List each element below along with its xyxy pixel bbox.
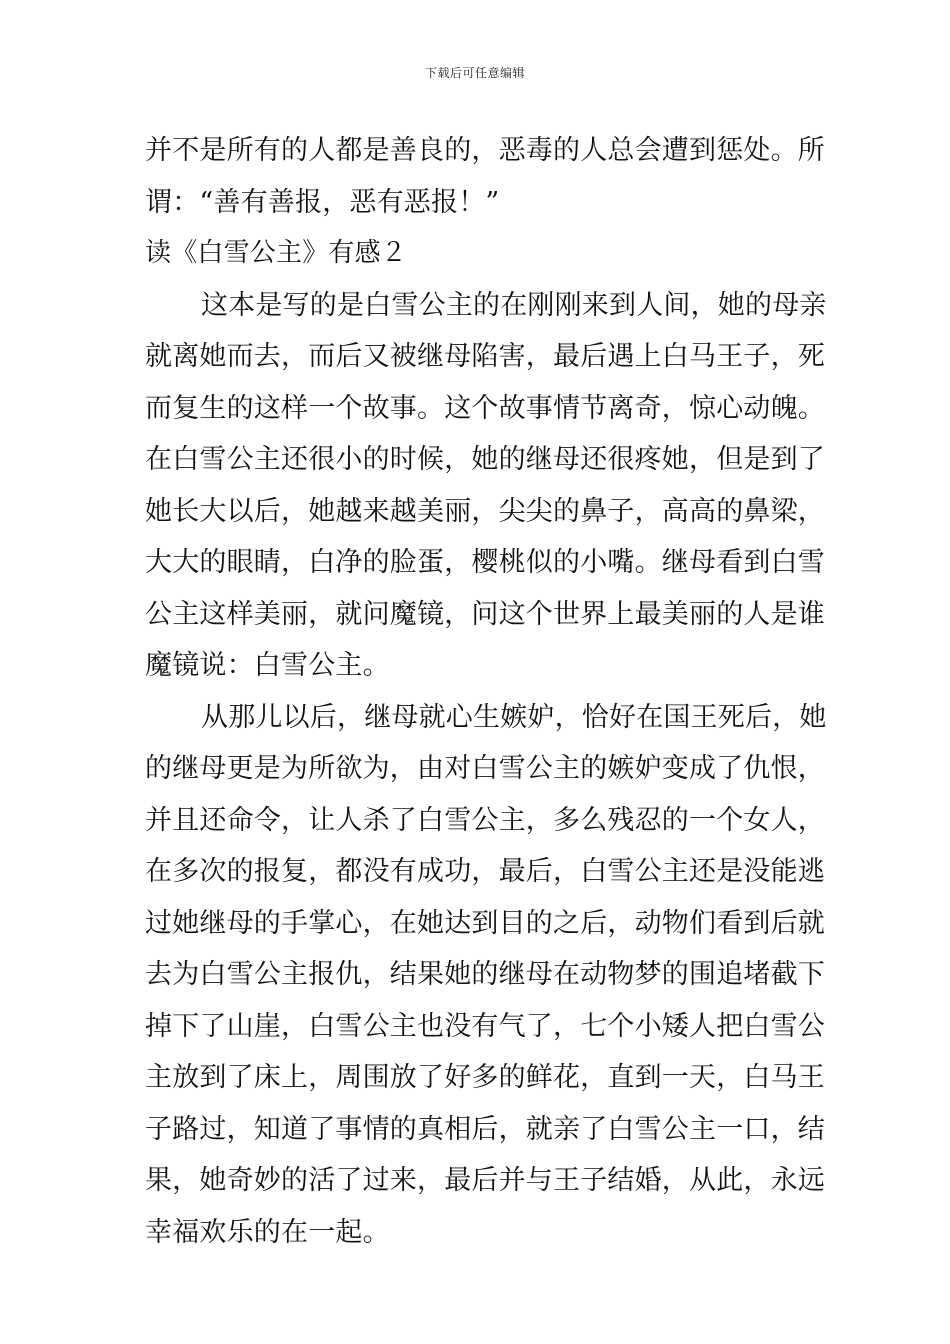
text-line: 在多次的报复，都没有成功，最后，白雪公主还是没能逃 xyxy=(145,856,825,887)
text-line: 公主这样美丽，就问魔镜，问这个世界上最美丽的人是谁 xyxy=(145,598,825,630)
text-line: 她长大以后，她越来越美丽，尖尖的鼻子，高高的鼻梁， xyxy=(145,495,825,527)
text-line: 过她继母的手掌心，在她达到目的之后，动物们看到后就 xyxy=(145,907,825,939)
text-line: 子路过，知道了事情的真相后，就亲了白雪公主一口，结 xyxy=(145,1113,825,1145)
text-line: 并不是所有的人都是善良的，恶毒的人总会遭到惩处。所 xyxy=(145,135,825,166)
text-line: 幸福欢乐的在一起。 xyxy=(145,1216,390,1248)
text-line: 在白雪公主还很小的时候，她的继母还很疼她，但是到了 xyxy=(145,444,825,475)
text-line: 主放到了床上，周围放了好多的鲜花，直到一天，白马王 xyxy=(145,1062,825,1093)
text-line: 去为白雪公主报仇，结果她的继母在动物梦的围追堵截下 xyxy=(145,959,825,990)
text-line: 魔镜说：白雪公主。 xyxy=(145,650,390,681)
text-line: 就离她而去，而后又被继母陷害，最后遇上白马王子，死 xyxy=(145,341,825,372)
section-heading: 读《白雪公主》有感２ xyxy=(145,238,408,268)
document-body xyxy=(145,125,827,1258)
header-note: 下载后可任意编辑 xyxy=(424,66,525,80)
text-line: 掉下了山崖，白雪公主也没有气了，七个小矮人把白雪公 xyxy=(145,1010,825,1042)
text-line: 的继母更是为所欲为，由对白雪公主的嫉妒变成了仇恨， xyxy=(145,753,825,784)
text-line: 大大的眼睛，白净的脸蛋，樱桃似的小嘴。继母看到白雪 xyxy=(145,547,825,578)
text-line: 果，她奇妙的活了过来，最后并与王子结婚，从此，永远 xyxy=(145,1165,825,1196)
text-line: 谓：“善有善报，恶有恶报！” xyxy=(145,186,500,218)
text-line: 而复生的这样一个故事。这个故事情节离奇，惊心动魄。 xyxy=(145,392,825,424)
text-line: 并且还命令，让人杀了白雪公主，多么残忍的一个女人， xyxy=(145,804,825,836)
paragraph-first-line: 这本是写的是白雪公主的在刚刚来到人间，她的母亲 xyxy=(201,289,827,321)
paragraph-first-line: 从那儿以后，继母就心生嫉妒，恰好在国王死后，她 xyxy=(201,701,827,733)
